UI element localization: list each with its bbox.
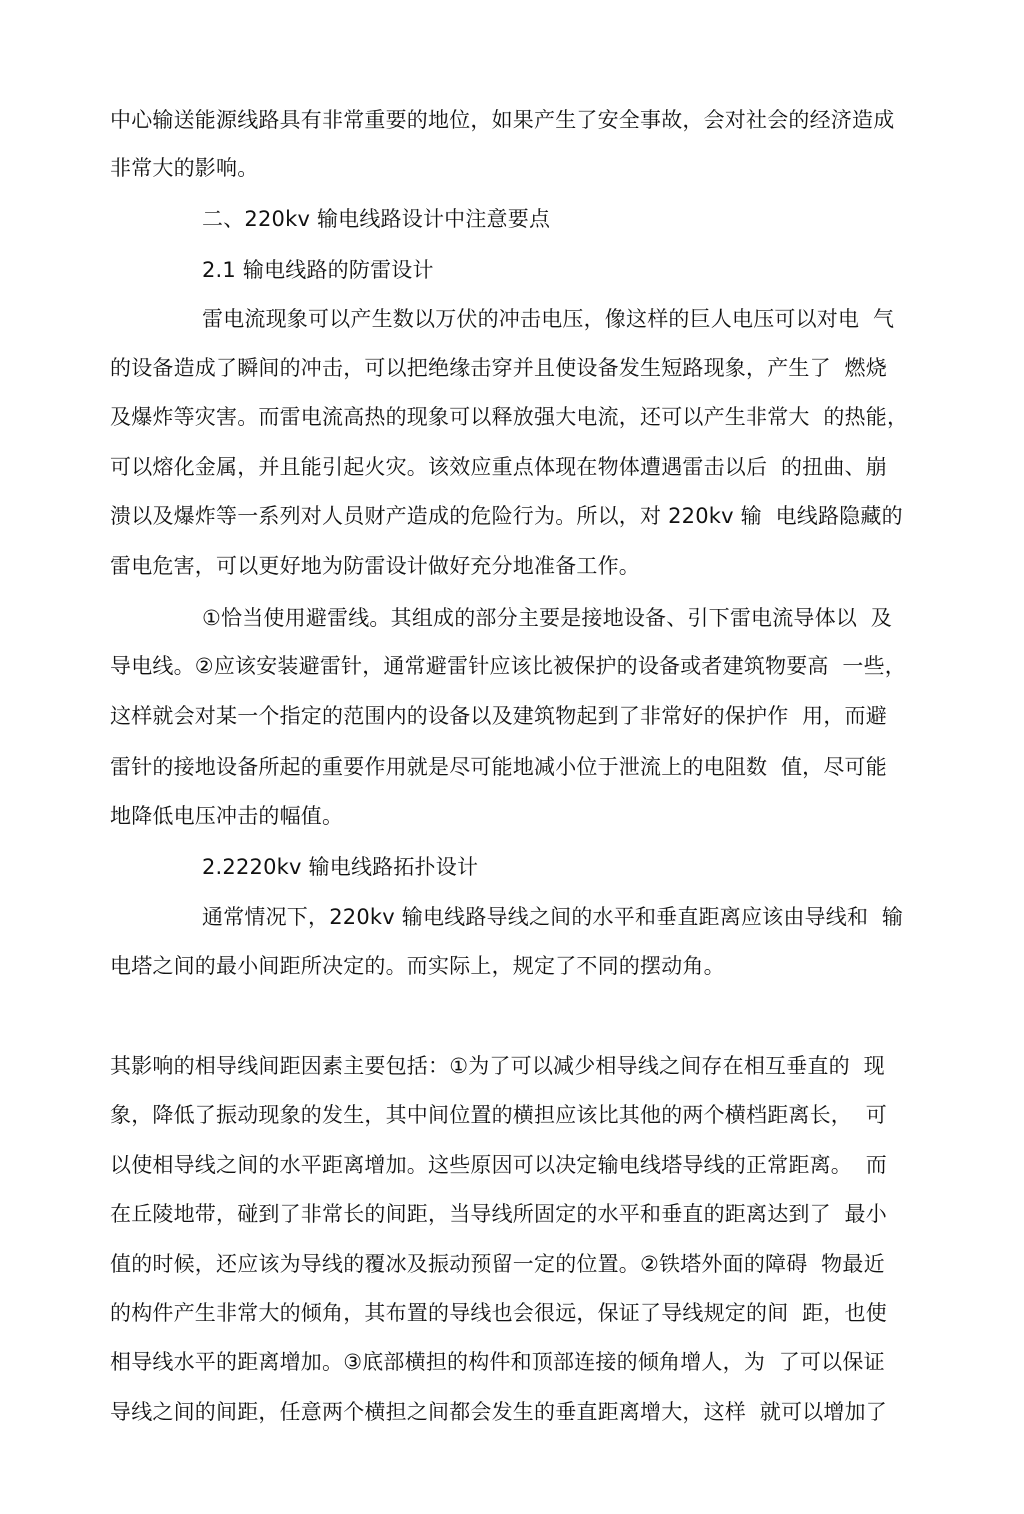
text-line: 雷电流现象可以产生数以万伏的冲击电压，像这样的巨人电压可以对电 气: [202, 307, 895, 331]
text-line: 中心输送能源线路具有非常重要的地位，如果产生了安全事故，会对社会的经济造成: [110, 108, 895, 132]
text-line: 的设备造成了瞬间的冲击，可以把绝缘击穿并且使设备发生短路现象，产生了 燃烧: [110, 356, 887, 380]
text-line: 及爆炸等灾害。而雷电流高热的现象可以释放强大电流，还可以产生非常大 的热能，: [110, 405, 909, 429]
text-line: 导电线。②应该安装避雷针，通常避雷针应该比被保护的设备或者建筑物要高 一些，: [110, 654, 906, 678]
text-line: 地降低电压冲击的幅值。: [110, 804, 344, 828]
text-line: 通常情况下，220kv 输电线路导线之间的水平和垂直距离应该由导线和 输: [202, 905, 904, 929]
text-line: 在丘陵地带，碰到了非常长的间距，当导线所固定的水平和垂直的距离达到了 最小: [110, 1202, 887, 1226]
subsection-heading: 2.1 输电线路的防雷设计: [202, 258, 434, 282]
text-line: 非常大的影响。: [110, 156, 259, 180]
text-line: ①恰当使用避雷线。其组成的部分主要是接地设备、引下雷电流导体以 及: [202, 606, 892, 630]
text-line: 的构件产生非常大的倾角，其布置的导线也会很远，保证了导线规定的间 距，也使: [110, 1301, 887, 1325]
text-line: 电塔之间的最小间距所决定的。而实际上，规定了不同的摆动角。: [110, 954, 725, 978]
subsection-heading: 2.2220kv 输电线路拓扑设计: [202, 855, 479, 879]
text-line: 可以熔化金属，并且能引起火灾。该效应重点体现在物体遭遇雷击以后 的扭曲、崩: [110, 455, 887, 479]
text-line: 这样就会对某一个指定的范围内的设备以及建筑物起到了非常好的保护作 用，而避: [110, 704, 887, 728]
text-line: 值的时候，还应该为导线的覆冰及振动预留一定的位置。②铁塔外面的障碍 物最近: [110, 1252, 885, 1276]
text-line: 雷电危害，可以更好地为防雷设计做好充分地准备工作。: [110, 554, 640, 578]
text-line: 导线之间的间距，任意两个横担之间都会发生的垂直距离增大，这样 就可以增加了: [110, 1400, 887, 1424]
section-heading: 二、220kv 输电线路设计中注意要点: [202, 207, 551, 231]
text-line: 其影响的相导线间距因素主要包括：①为了可以减少相导线之间存在相互垂直的 现: [110, 1054, 885, 1078]
text-line: 雷针的接地设备所起的重要作用就是尽可能地减小位于泄流上的电阻数 值，尽可能: [110, 755, 887, 779]
text-line: 溃以及爆炸等一系列对人员财产造成的危险行为。所以，对 220kv 输 电线路隐藏的: [110, 504, 903, 528]
text-line: 相导线水平的距离增加。③底部横担的构件和顶部连接的倾角增人，为 了可以保证: [110, 1350, 885, 1374]
text-line: 以使相导线之间的水平距离增加。这些原因可以决定输电线塔导线的正常距离。 而: [110, 1153, 887, 1177]
text-line: 象，降低了振动现象的发生，其中间位置的横担应该比其他的两个横档距离长， 可: [110, 1103, 887, 1127]
